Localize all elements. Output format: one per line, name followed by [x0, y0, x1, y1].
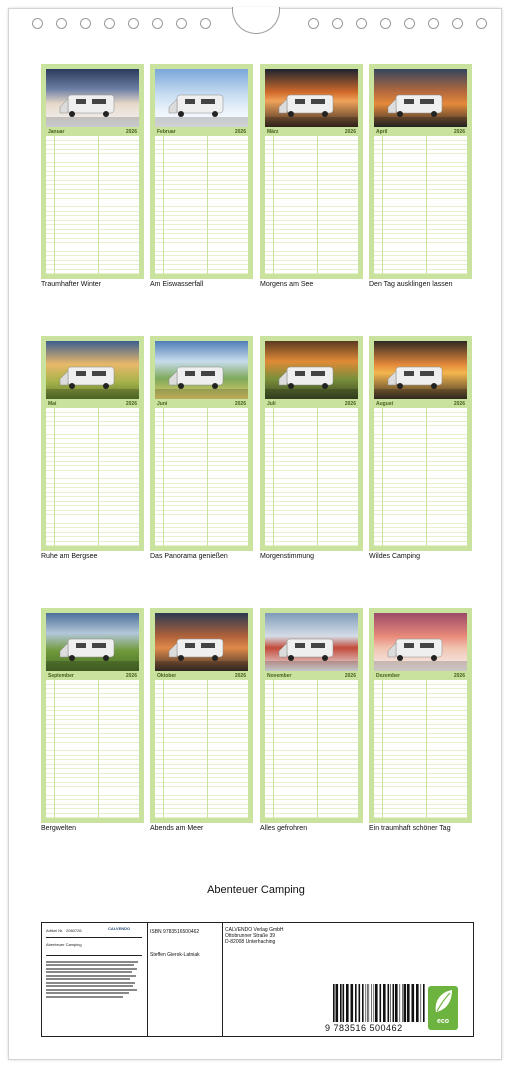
- month-caption: Ein traumhaft schöner Tag: [369, 825, 451, 832]
- binding-hole: [428, 18, 439, 29]
- binding-hole: [452, 18, 463, 29]
- binding-hole: [104, 18, 115, 29]
- month-header: [155, 399, 248, 408]
- barcode-bar: [395, 984, 398, 1022]
- binding-hole: [176, 18, 187, 29]
- barcode-bar: [369, 984, 370, 1022]
- month-photo: [374, 341, 467, 399]
- month-panel: [41, 64, 144, 279]
- binding-hole: [476, 18, 487, 29]
- month-year: 2026: [234, 672, 246, 679]
- barcode-bar: [400, 984, 401, 1022]
- month-name: Januar: [48, 128, 65, 135]
- month-photo: [46, 341, 139, 399]
- barcode-bar: [393, 984, 395, 1022]
- product-title-small: Abenteuer Camping: [46, 942, 82, 947]
- motorhome-image: [46, 613, 139, 671]
- barcode-bar: [374, 984, 375, 1022]
- eco-label: eco: [436, 1018, 450, 1025]
- month-name: Oktober: [157, 672, 177, 679]
- month-header: [374, 127, 467, 136]
- month-header: [374, 671, 467, 680]
- divider: [46, 937, 142, 938]
- month-panel: [369, 336, 472, 551]
- day-grid: [46, 680, 139, 818]
- binding-hole: [80, 18, 91, 29]
- month-name: Juli: [267, 400, 276, 407]
- month-header: [155, 671, 248, 680]
- footer-col-isbn: [147, 923, 223, 1036]
- barcode-bar: [371, 984, 372, 1022]
- day-grid: [265, 680, 358, 818]
- barcode-bar: [355, 984, 357, 1022]
- article-number: 2060726: [66, 928, 82, 933]
- leaf-icon: [428, 986, 458, 1018]
- barcode-bar: [362, 984, 364, 1022]
- month-name: März: [267, 128, 279, 135]
- month-panel: [150, 336, 253, 551]
- barcode-bar: [412, 984, 415, 1022]
- binding-hole: [32, 18, 43, 29]
- month-year: 2026: [453, 128, 465, 135]
- barcode-bar: [340, 984, 342, 1022]
- binding-hole: [308, 18, 319, 29]
- month-caption: Am Eiswasserfall: [150, 281, 204, 288]
- month-caption: Das Panorama genießen: [150, 553, 228, 560]
- month-caption: Bergwelten: [41, 825, 77, 832]
- month-panel: [369, 64, 472, 279]
- motorhome-image: [374, 69, 467, 127]
- month-caption: Wildes Camping: [369, 553, 420, 560]
- month-caption: Den Tag ausklingen lassen: [369, 281, 453, 288]
- month-header: [265, 399, 358, 408]
- binding-hole: [200, 18, 211, 29]
- month-name: August: [376, 400, 394, 407]
- month-header: [374, 399, 467, 408]
- barcode-bar: [346, 984, 349, 1022]
- month-panel: [41, 608, 144, 823]
- month-year: 2026: [453, 672, 465, 679]
- binding-hole: [332, 18, 343, 29]
- publisher-name: CALVENDO Verlag GmbH: [225, 927, 284, 933]
- month-panel: [260, 336, 363, 551]
- barcode-bar: [375, 984, 378, 1022]
- month-photo: [155, 613, 248, 671]
- motorhome-image: [265, 69, 358, 127]
- day-grid: [374, 680, 467, 818]
- month-year: 2026: [125, 128, 137, 135]
- month-header: [265, 671, 358, 680]
- month-header: [46, 399, 139, 408]
- month-header: [155, 127, 248, 136]
- day-grid: [155, 408, 248, 546]
- barcode-bar: [388, 984, 390, 1022]
- barcode-bar: [416, 984, 419, 1022]
- barcode-number: 9 783516 500462: [325, 1023, 403, 1033]
- barcode-bar: [421, 984, 422, 1022]
- isbn-text: ISBN 9783516500462: [150, 929, 200, 935]
- motorhome-image: [265, 613, 358, 671]
- binding-hole: [380, 18, 391, 29]
- month-panel: [41, 336, 144, 551]
- month-photo: [46, 613, 139, 671]
- barcode-bar: [351, 984, 354, 1022]
- day-grid: [265, 136, 358, 274]
- month-name: September: [48, 672, 74, 679]
- month-photo: [374, 69, 467, 127]
- barcode-bar: [343, 984, 345, 1022]
- motorhome-image: [155, 341, 248, 399]
- month-year: 2026: [344, 128, 356, 135]
- day-grid: [374, 408, 467, 546]
- month-panel: [369, 608, 472, 823]
- month-photo: [265, 69, 358, 127]
- month-year: 2026: [234, 400, 246, 407]
- author-text: Steffen Gierok-Latniak: [150, 952, 200, 958]
- month-photo: [46, 69, 139, 127]
- month-caption: Alles gefrohren: [260, 825, 308, 832]
- publisher-city: D-82008 Unterhaching: [225, 939, 276, 945]
- month-name: Juni: [157, 400, 168, 407]
- barcode-bar: [390, 984, 391, 1022]
- month-panel: [150, 608, 253, 823]
- barcode-bar: [407, 984, 410, 1022]
- motorhome-image: [155, 69, 248, 127]
- barcode-bar: [402, 984, 403, 1022]
- month-caption: Ruhe am Bergsee: [41, 553, 98, 560]
- motorhome-image: [46, 69, 139, 127]
- month-year: 2026: [344, 400, 356, 407]
- month-photo: [265, 613, 358, 671]
- month-name: April: [376, 128, 388, 135]
- barcode-bar: [359, 984, 361, 1022]
- binding-hole: [128, 18, 139, 29]
- barcode-bar: [333, 984, 335, 1022]
- motorhome-image: [155, 613, 248, 671]
- day-grid: [46, 136, 139, 274]
- product-info-footer: [41, 922, 474, 1037]
- month-year: 2026: [453, 400, 465, 407]
- barcode-bar: [366, 984, 367, 1022]
- month-photo: [265, 341, 358, 399]
- month-year: 2026: [234, 128, 246, 135]
- month-name: Februar: [157, 128, 176, 135]
- publisher-street: Ottobrunner Straße 39: [225, 933, 276, 939]
- barcode-bar: [423, 984, 425, 1022]
- day-grid: [265, 408, 358, 546]
- month-name: November: [267, 672, 292, 679]
- barcode-bar: [380, 984, 382, 1022]
- motorhome-image: [374, 341, 467, 399]
- binding-hole: [356, 18, 367, 29]
- month-name: Dezember: [376, 672, 400, 679]
- month-photo: [155, 341, 248, 399]
- article-label: Artikel Nr.: [46, 928, 64, 933]
- month-name: Mai: [48, 400, 57, 407]
- month-caption: Traumhafter Winter: [41, 281, 102, 288]
- barcode-bar: [383, 984, 386, 1022]
- barcode-bar: [367, 984, 368, 1022]
- month-header: [265, 127, 358, 136]
- eco-badge: [428, 986, 458, 1030]
- motorhome-image: [374, 613, 467, 671]
- binding-hole: [404, 18, 415, 29]
- footer-col-article: [42, 923, 148, 1036]
- legal-text-block: [46, 959, 142, 999]
- barcode-bar: [336, 984, 339, 1022]
- divider: [46, 955, 142, 956]
- day-grid: [155, 680, 248, 818]
- month-year: 2026: [125, 400, 137, 407]
- month-year: 2026: [344, 672, 356, 679]
- month-photo: [374, 613, 467, 671]
- month-photo: [155, 69, 248, 127]
- month-caption: Morgenstimmung: [260, 553, 315, 560]
- binding-hole: [56, 18, 67, 29]
- barcode-image: [331, 984, 426, 1022]
- barcode-bar: [404, 984, 407, 1022]
- calendar-title: Abenteuer Camping: [207, 884, 305, 896]
- motorhome-image: [265, 341, 358, 399]
- motorhome-image: [46, 341, 139, 399]
- month-panel: [150, 64, 253, 279]
- month-year: 2026: [125, 672, 137, 679]
- day-grid: [46, 408, 139, 546]
- month-header: [46, 671, 139, 680]
- month-header: [46, 127, 139, 136]
- calvendo-logo: CALVENDO: [108, 926, 131, 931]
- month-panel: [260, 64, 363, 279]
- day-grid: [155, 136, 248, 274]
- day-grid: [374, 136, 467, 274]
- month-panel: [260, 608, 363, 823]
- binding-hole: [152, 18, 163, 29]
- month-caption: Morgens am See: [260, 281, 314, 288]
- month-caption: Abends am Meer: [150, 825, 204, 832]
